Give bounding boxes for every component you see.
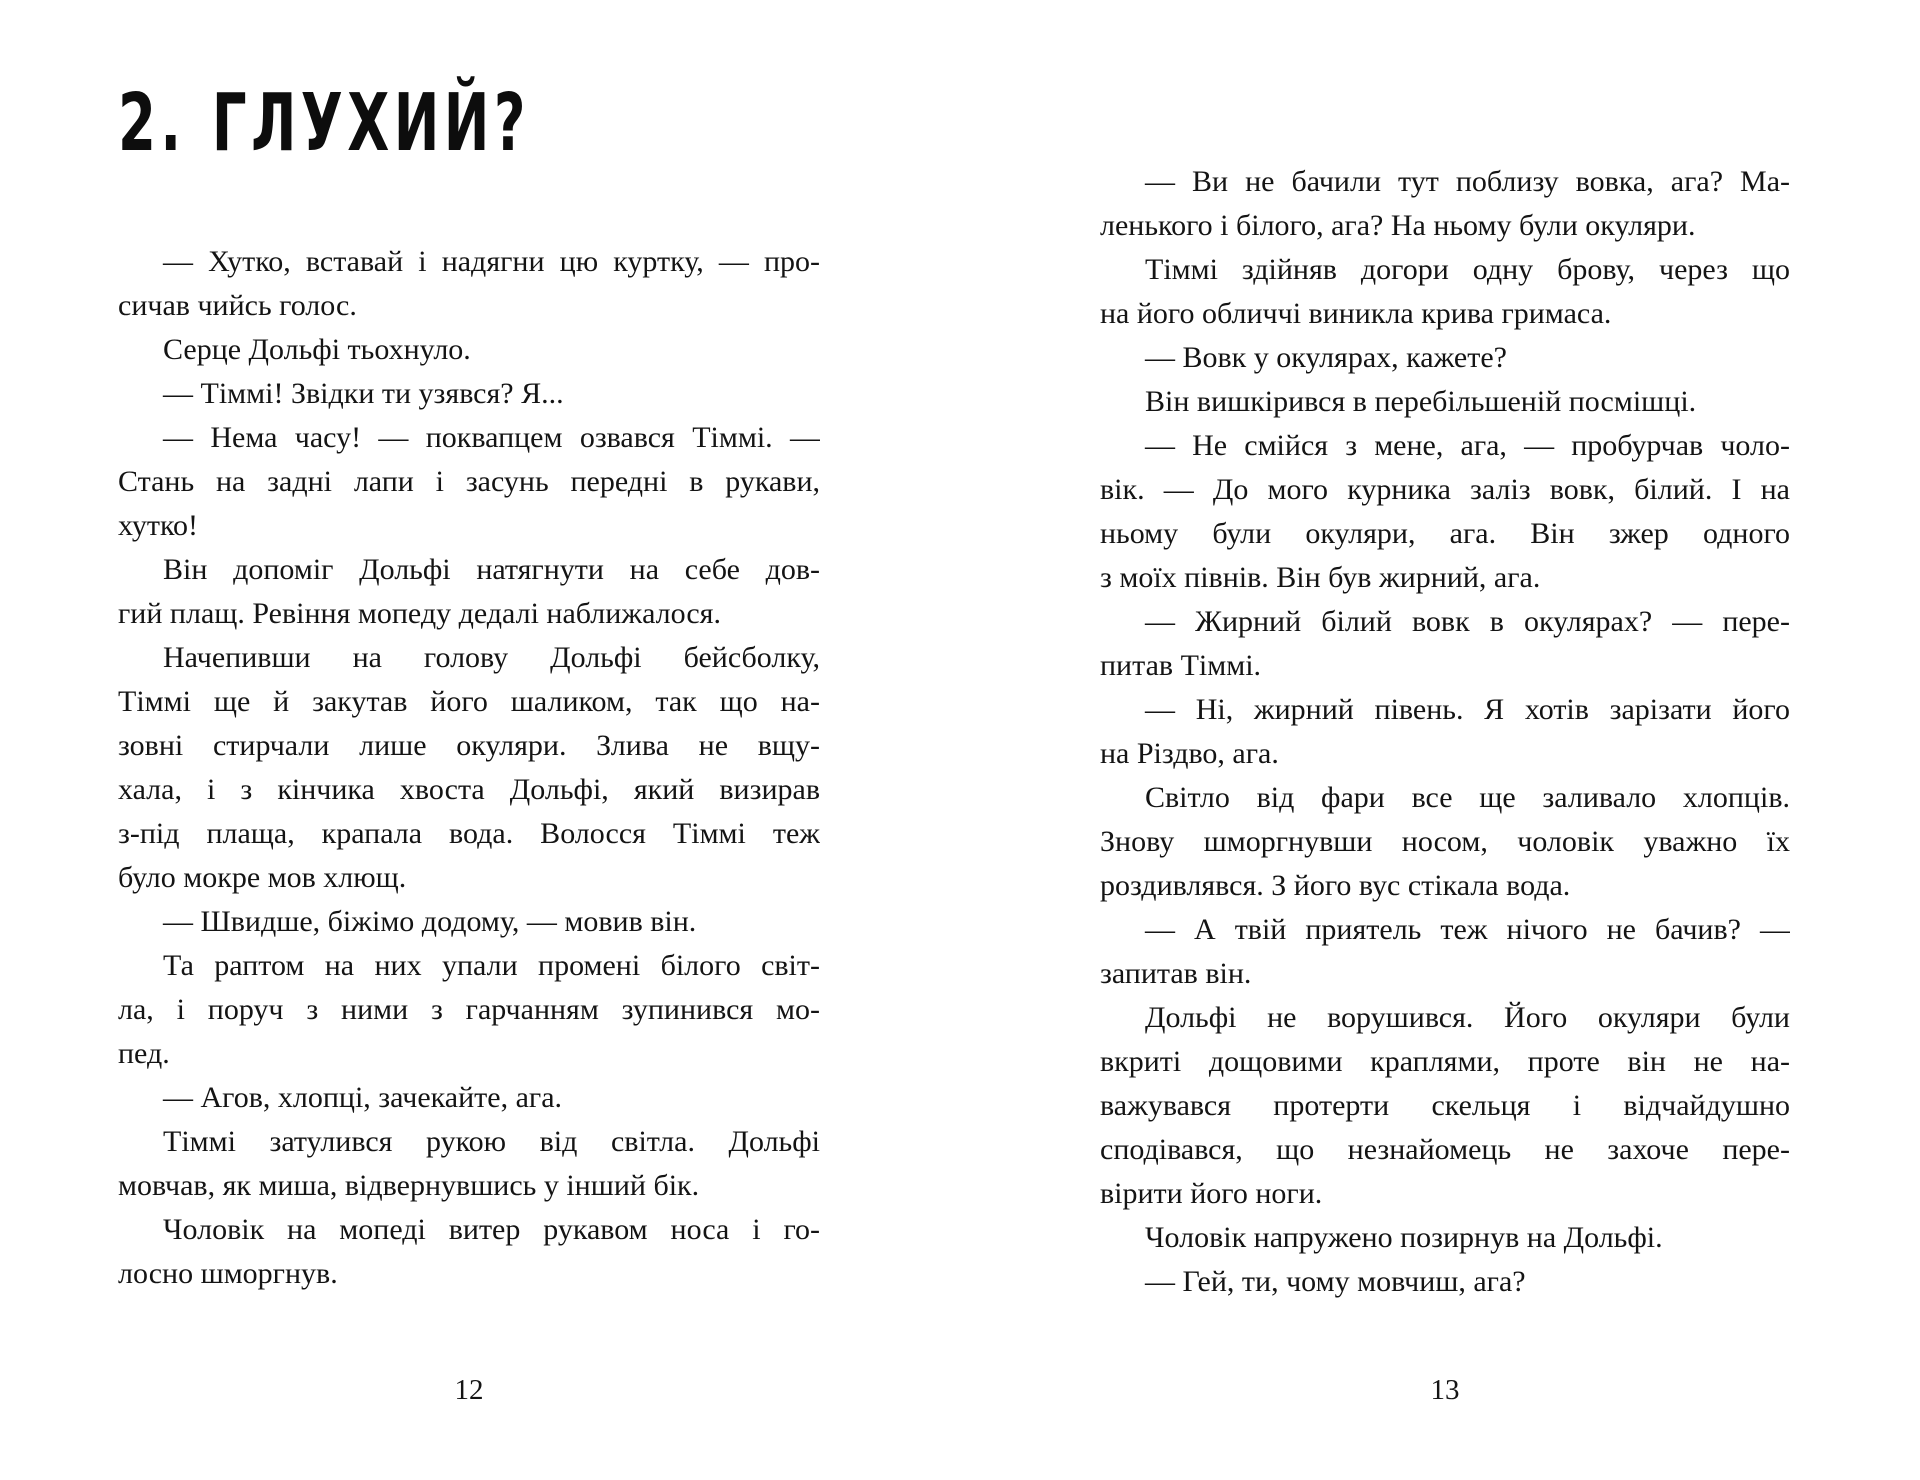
text-line: Тіммі здійняв догори одну брову, через що (1145, 253, 1790, 286)
text-line: сичав чийсь голос. (118, 289, 357, 322)
text-line: — Швидше, біжімо додому, — мовив він. (163, 905, 697, 938)
text-line: Стань на задні лапи і засунь передні в рукави, (118, 465, 820, 498)
text-line: з моїх півнів. Він був жирний, ага. (1100, 561, 1541, 594)
text-line: Серце Дольфі тьохнуло. (163, 333, 471, 366)
text-line: Дольфі не ворушився. Його окуляри були (1145, 1001, 1790, 1034)
chapter-heading (118, 76, 530, 169)
text-line: сподівався, що незнайомець не захоче пере- (1100, 1133, 1790, 1166)
chapter-title-text: ГЛУХИЙ? (211, 76, 530, 170)
text-line: Та раптом на них упали промені білого світ- (163, 949, 820, 982)
text-line: — А твій приятель теж нічого не бачив? — (1145, 913, 1790, 946)
right-text-column (1100, 160, 1790, 1304)
text-line: — Не смійся з мене, ага, — пробурчав чоло- (1145, 429, 1790, 462)
text-line: — Нема часу! — поквапцем озвався Тіммі. — (163, 421, 820, 454)
text-line: гий плащ. Ревіння мопеду дедалі наближалося. (118, 597, 721, 630)
text-line: пед. (118, 1037, 170, 1070)
page-number-right: 13 (1430, 1374, 1460, 1406)
text-line: Знову шморгнувши носом, чоловік уважно їх (1100, 825, 1790, 858)
text-line: вкриті дощовими краплями, проте він не на- (1100, 1045, 1790, 1078)
text-line: Він вишкірився в перебільшеній посмішці. (1145, 385, 1697, 418)
text-line: — Хутко, вставай і надягни цю куртку, — про- (163, 245, 820, 278)
page-number-left: 12 (454, 1374, 484, 1406)
text-line: — Агов, хлопці, зачекайте, ага. (163, 1081, 563, 1114)
text-line: вірити його ноги. (1100, 1177, 1323, 1210)
text-line: роздивлявся. З його вус стікала вода. (1100, 869, 1571, 902)
text-line: — Ви не бачили тут поблизу вовка, ага? Ма- (1145, 165, 1790, 198)
text-line: запитав він. (1100, 957, 1252, 990)
text-line: зовні стирчали лише окуляри. Злива не вщу- (118, 729, 820, 762)
text-line: на його обличчі виникла крива гримаса. (1100, 297, 1612, 330)
text-line: хутко! (118, 509, 199, 542)
text-line: Тіммі затулився рукою від світла. Дольфі (163, 1125, 820, 1158)
text-line: з-під плаща, крапала вода. Волосся Тіммі теж (118, 817, 820, 850)
text-line: Начепивши на голову Дольфі бейсболку, (163, 641, 820, 674)
text-line: Чоловік на мопеді витер рукавом носа і го- (163, 1213, 820, 1246)
text-line: хала, і з кінчика хвоста Дольфі, який визирав (118, 773, 820, 806)
text-line: Тіммі ще й закутав його шаликом, так що на- (118, 685, 820, 718)
text-line: Чоловік напружено позирнув на Дольфі. (1145, 1221, 1663, 1254)
text-line: вік. — До мого курника заліз вовк, білий. І на (1100, 473, 1790, 506)
left-text-column (118, 240, 820, 1296)
chapter-number: 2. (118, 76, 186, 170)
text-line: питав Тіммі. (1100, 649, 1262, 682)
text-line: було мокре мов хлющ. (118, 861, 407, 894)
text-line: мовчав, як миша, відвернувшись у інший бік. (118, 1169, 700, 1202)
text-line: — Гей, ти, чому мовчиш, ага? (1145, 1265, 1526, 1298)
text-line: Він допоміг Дольфі натягнути на себе дов- (163, 553, 820, 586)
text-line: ленького і білого, ага? На ньому були окуляри. (1100, 209, 1696, 242)
text-line: ньому були окуляри, ага. Він зжер одного (1100, 517, 1790, 550)
text-line: — Ні, жирний півень. Я хотів зарізати його (1145, 693, 1790, 726)
text-line: лосно шморгнув. (118, 1257, 338, 1290)
text-line: ла, і поруч з ними з гарчанням зупинився мо- (118, 993, 820, 1026)
text-line: на Різдво, ага. (1100, 737, 1279, 770)
text-line: — Тіммі! Звідки ти узявся? Я... (163, 377, 564, 410)
text-line: Світло від фари все ще заливало хлопців. (1145, 781, 1790, 814)
text-line: важувався протерти скельця і відчайдушно (1100, 1089, 1790, 1122)
text-line: — Жирний білий вовк в окулярах? — пере- (1145, 605, 1790, 638)
text-line: — Вовк у окулярах, кажете? (1145, 341, 1507, 374)
